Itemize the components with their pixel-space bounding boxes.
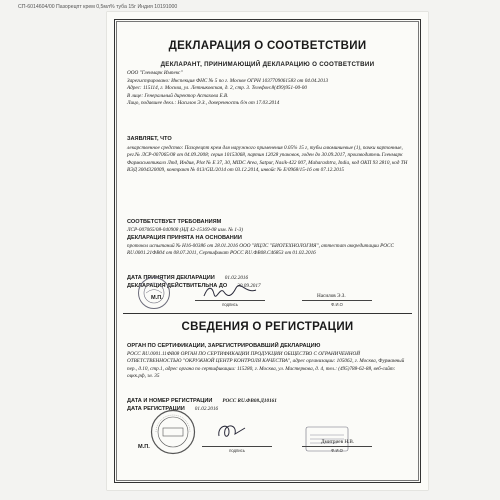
declarant-signature-line	[195, 300, 265, 301]
standards-heading: СООТВЕТСТВУЕТ ТРЕБОВАНИЯМ	[127, 219, 222, 225]
standards-text: ЛСР-007065/08-040908 (НД 42-15169-08 изм. № 1-3)	[127, 227, 244, 233]
registration-fio-caption: Ф.И.О	[331, 448, 343, 453]
basis-heading: ДЕКЛАРАЦИЯ ПРИНЯТА НА ОСНОВАНИИ	[127, 235, 242, 241]
valid-label: ДЕКЛАРАЦИЯ ДЕЙСТВИТЕЛЬНА ДО	[127, 283, 228, 289]
declarant-fio-caption: Ф.И.О	[331, 302, 343, 307]
organ-text: РОСС RU.0001.11ФВ08 ОРГАН ПО СЕРТИФИКАЦИИ ПРОДУКЦИИ ОБЩЕСТВО С ОГРАНИЧЕННОЙ ОТВЕТСТВЕННОСТЬЮ "ОКРУЖНОЙ ЦЕНТР КОНТРОЛЯ КАЧЕСТВА", адрес организации: 105062, г. Москва, Фурманный пер., д.10, стр.1, адрес органа по сертификации: 115280, г. Москва, ул. Мастеркова, д. 4, тел.: (495)788-62-88, веб-сайт: оцкк.рф, эл. 35	[127, 351, 405, 380]
declaration-title: ДЕКЛАРАЦИЯ О СООТВЕТСТВИИ	[168, 40, 367, 52]
claims-heading: ЗАЯВЛЯЕТ, ЧТО	[127, 136, 172, 142]
registration-stamp-label: М.П.	[138, 444, 150, 450]
declarant-fio-line	[302, 300, 372, 301]
accept-date-label: ДАТА ПРИНЯТИЯ ДЕКЛАРАЦИИ	[127, 275, 215, 281]
declarant-signature	[202, 282, 261, 300]
declarant-stamp	[137, 276, 171, 310]
registration-signature	[215, 420, 249, 442]
accept-date-value: 01.02.2016	[224, 275, 249, 281]
registration-signature-caption: подпись	[229, 448, 245, 453]
basis-text: протокол испытаний № Н16-00386 от 28.01.2016 ООО "ИЦЛС "БИОТЕХНОЛОГИЯ", аттестат аккредитации РОСС RU.0001.21ФВ04 от 08.07.2011, Сертификат РОСС RU.ФВ08.С46853 от 01.02.2016	[127, 243, 394, 257]
registration-stamp	[150, 409, 196, 455]
registration-signer-name: Дмитриев Н.В.	[321, 439, 355, 445]
declarant-heading: ДЕКЛАРАНТ, ПРИНИМАЮЩИЙ ДЕКЛАРАЦИЮ О СООТВЕТСТВИИ	[160, 61, 375, 68]
reg-date-value: 01.02.2016	[194, 406, 219, 412]
declarant-block	[127, 70, 409, 108]
reg-number-label: ДАТА И НОМЕР РЕГИСТРАЦИИ	[127, 398, 213, 404]
reg-number-value: РОСС RU.ФВ08.Д10161	[222, 398, 277, 404]
registration-fio-line	[302, 446, 372, 447]
claims-text: лекарственное средство: Пазорецпт крем для наружного применения 0.05% 15 г, тубы алюминиевые (1), пачки картонные, рег.№ ЛСР-007065/08 от 04.09.2008; серия 10153068, партия 12028 упаковок, годен до 30.09.2017, производитель Гленмарк Фармасьютикалз Лтд, Индия, Plot № Е 37, 30, MIDC Area, Satpur, Nasik-422 007, Maharashtra, India, код ОКП 93 2810, код ТН ВЭД 3004320009, контракт № 013/GIL/2014 от 03.12.2014, инвойс № E/0968/15-16 от 07.12.2015	[127, 145, 408, 174]
address-line: Адрес: 115114, г. Москва, ул. Летниковская, д. 2, стр. 3. Телефон:8(499)951-00-00	[127, 85, 307, 92]
registration-title: СВЕДЕНИЯ О РЕГИСТРАЦИИ	[181, 321, 354, 333]
declarant-signer-name: Насилов Э.З.	[317, 293, 346, 299]
org-name: ООО "Гленмарк Импекс"	[127, 70, 183, 76]
declarant-signature-caption: подпись	[222, 302, 238, 307]
document-id-header: СП-6014604/00 Пазорецпт крем 0,5мл% туба 15г Индия 10191000	[18, 4, 178, 10]
declarant-stamp-label: М.П.	[151, 295, 163, 301]
reg-date-label: ДАТА РЕГИСТРАЦИИ	[127, 406, 185, 412]
registration-signature-line	[202, 446, 272, 447]
registered-line: Зарегистрировано: Инспекция ФНС № 5 по г. Москве ОГРН 1037709061583 от 04.04.2013	[127, 77, 329, 84]
section-divider	[123, 313, 412, 314]
attorney-line: Лицо, подавшее декл.: Насилов Э.З., доверенность б/н от 17.03.2014	[127, 100, 280, 107]
organ-heading: ОРГАН ПО СЕРТИФИКАЦИИ, ЗАРЕГИСТРИРОВАВШИЙ ДЕКЛАРАЦИЮ	[127, 343, 321, 349]
declaration-page	[107, 12, 428, 490]
valid-date-value: 30.09.2017	[237, 283, 261, 289]
director-line: В лице: Генеральный директор Астахова Е.В.	[127, 92, 229, 99]
